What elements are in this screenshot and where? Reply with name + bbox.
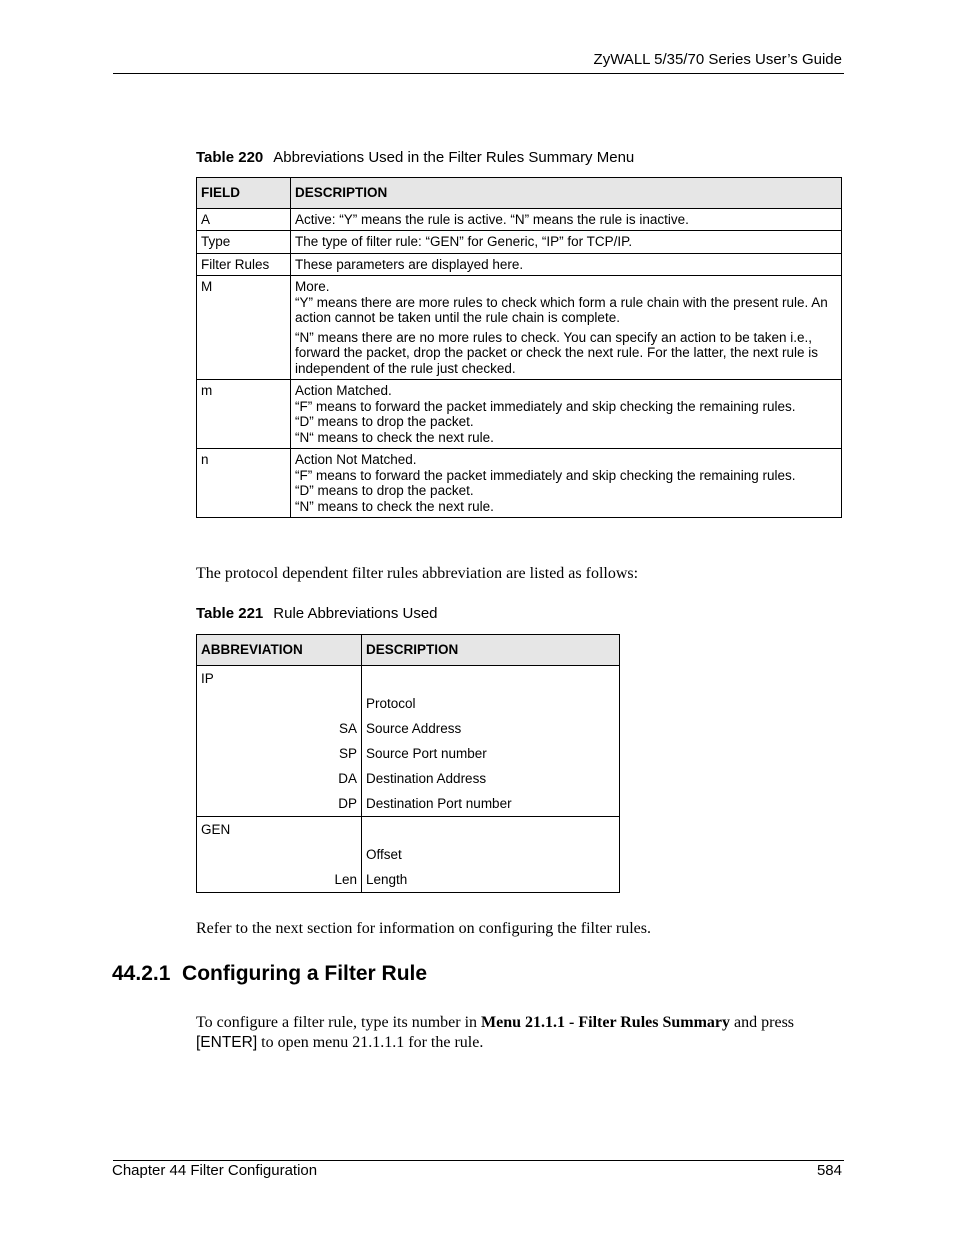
- header-rule: [113, 73, 844, 74]
- config-paragraph: [196, 1013, 844, 1053]
- abbreviation-item: DA: [338, 770, 357, 786]
- description-line: “F” means to forward the packet immediately and skip checking the remaining rules.: [295, 398, 796, 414]
- description-line: “D” means to drop the packet.: [295, 483, 474, 498]
- description-line: “N” means to check the next rule.: [295, 498, 494, 514]
- table-221-caption-text: Rule Abbreviations Used: [273, 605, 438, 622]
- table-row: [197, 276, 842, 380]
- description-cell: [291, 380, 842, 449]
- description-item: Length: [366, 871, 408, 887]
- config-text-1: To configure a filter rule, type its number in: [196, 1014, 482, 1031]
- abbreviation-cell: [197, 816, 362, 892]
- description-cell: [291, 231, 842, 254]
- description-cell: [362, 665, 620, 816]
- column-header-description: DESCRIPTION: [362, 635, 620, 666]
- description-line: “D” means to drop the packet.: [295, 414, 474, 429]
- group-name: GEN: [201, 821, 231, 837]
- description-cell: [362, 816, 620, 892]
- field-cell: A: [197, 208, 291, 231]
- table-221-caption: [196, 605, 438, 622]
- description-cell: [291, 208, 842, 231]
- description-cell: [291, 253, 842, 276]
- description-item: Source Port number: [366, 745, 487, 761]
- table-row: [197, 816, 620, 892]
- spacer: [366, 817, 615, 842]
- description-line: The type of filter rule: “GEN” for Generic, “IP” for TCP/IP.: [295, 234, 633, 249]
- description-line: “N” means there are no more rules to check. You can specify an action to be taken i.e., forward the packet, drop the packet or check the next rule. For the latter, the next rule is independent of the rule just checked.: [295, 329, 819, 376]
- abbreviation-item: Len: [334, 871, 357, 887]
- field-cell: m: [197, 380, 291, 449]
- abbreviation-item: DP: [338, 795, 357, 811]
- description-line: Action Matched.: [295, 383, 392, 398]
- description-line: “N“ means to check the next rule.: [295, 429, 494, 445]
- table-row: [197, 380, 842, 449]
- table-row: [197, 253, 842, 276]
- footer-rule: [113, 1160, 844, 1161]
- column-header-description: DESCRIPTION: [291, 178, 842, 209]
- description-cell: [291, 276, 842, 380]
- table-221-caption-number: Table 221: [196, 605, 264, 622]
- table-220-caption-text: Abbreviations Used in the Filter Rules Summary Menu: [273, 149, 635, 166]
- field-cell: Filter Rules: [197, 253, 291, 276]
- description-item: Offset: [366, 846, 402, 862]
- description-item: Destination Address: [366, 770, 487, 786]
- description-item: Destination Port number: [366, 795, 512, 811]
- description-line: More.: [295, 279, 330, 294]
- description-item: Protocol: [366, 695, 416, 711]
- table-header-row: [197, 178, 842, 209]
- table-header-row: [197, 635, 620, 666]
- section-heading: 44.2.1 Configuring a Filter Rule: [112, 962, 428, 985]
- config-text-3: to open menu 21.1.1.1 for the rule.: [257, 1034, 484, 1051]
- page-header-title: ZyWALL 5/35/70 Series User’s Guide: [593, 51, 842, 68]
- column-header-field: FIELD: [197, 178, 291, 209]
- table-220: [196, 177, 842, 518]
- intro-paragraph: The protocol dependent filter rules abbreviation are listed as follows:: [196, 565, 639, 582]
- abbreviation-item: [201, 842, 357, 867]
- refer-paragraph: Refer to the next section for information on configuring the filter rules.: [196, 920, 651, 937]
- column-header-abbreviation: ABBREVIATION: [197, 635, 362, 666]
- menu-name: Menu 21.1.1 - Filter Rules Summary: [481, 1014, 731, 1031]
- field-cell: M: [197, 276, 291, 380]
- abbreviation-cell: [197, 665, 362, 816]
- description-cell: [291, 449, 842, 518]
- description-line: “Y” means there are more rules to check which form a rule chain with the present rule. An action cannot be taken until the rule chain is complete.: [295, 294, 828, 325]
- table-row: [197, 231, 842, 254]
- table-row: [197, 449, 842, 518]
- abbreviation-item: SP: [338, 745, 357, 761]
- description-line: Action Not Matched.: [295, 452, 417, 467]
- table-220-caption-number: Table 220: [196, 149, 264, 166]
- table-220-caption: [196, 149, 634, 166]
- footer-page-number: 584: [816, 1162, 842, 1179]
- table-row: [197, 665, 620, 816]
- description-line: These parameters are displayed here.: [295, 256, 524, 272]
- description-line: “F” means to forward the packet immediately and skip checking the remaining rules.: [295, 467, 796, 483]
- config-text-2: and press: [730, 1014, 795, 1031]
- enter-key: [ENTER]: [196, 1034, 258, 1051]
- table-row: [197, 208, 842, 231]
- group-name: IP: [201, 670, 214, 686]
- description-item: Source Address: [366, 720, 462, 736]
- field-cell: Type: [197, 231, 291, 254]
- description-line: Active: “Y” means the rule is active. “N” means the rule is inactive.: [295, 211, 689, 227]
- abbreviation-item: SA: [338, 720, 357, 736]
- abbreviation-item: [201, 691, 357, 716]
- spacer: [366, 666, 615, 691]
- table-221: [196, 634, 620, 893]
- field-cell: n: [197, 449, 291, 518]
- footer-chapter: Chapter 44 Filter Configuration: [112, 1162, 318, 1179]
